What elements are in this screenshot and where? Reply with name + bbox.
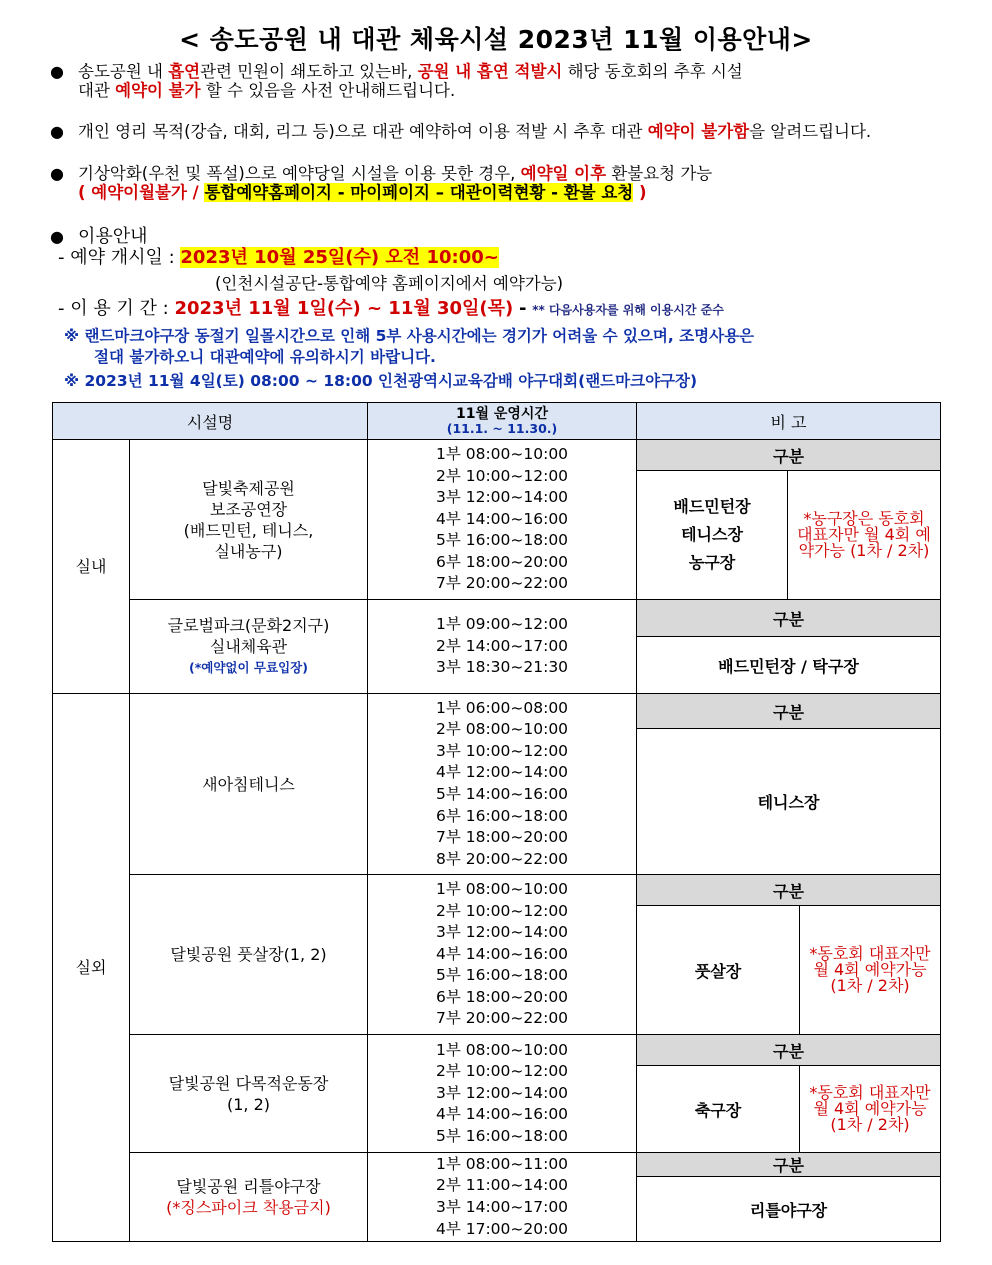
facility-name	[130, 440, 368, 600]
note-cell	[637, 600, 941, 694]
time-slot: 2부 10:00~12:00	[435, 466, 569, 485]
time-slot: 4부 17:00~20:00	[435, 1219, 569, 1238]
gubun-label: 구분	[637, 600, 940, 637]
time-slot: 7부 20:00~22:00	[435, 1009, 569, 1028]
facility-name-line: (배드민턴, 테니스,	[183, 520, 314, 540]
notice-commercial	[50, 122, 950, 141]
period-value: 2023년 11월 1일(수) ~ 11월 30일(목)	[174, 298, 514, 319]
gubun-label: 구분	[637, 440, 940, 471]
header-hours-text: 11월 운영시간	[456, 405, 548, 422]
warning-baseball	[64, 326, 964, 368]
time-slot: 6부 16:00~18:00	[435, 806, 569, 825]
facility-name-line: 달빛축제공원	[202, 478, 295, 498]
note-main-line: 테니스장	[681, 525, 743, 544]
time-slot: 5부 16:00~18:00	[435, 531, 569, 550]
header-hours-range: (11.1. ~ 11.30.)	[446, 420, 558, 436]
text: 을 알려드립니다.	[749, 122, 872, 141]
schedule-table	[52, 402, 941, 1242]
note-main: 리틀야구장	[749, 1200, 828, 1220]
facility-name: 달빛공원 풋살장(1, 2)	[130, 875, 368, 1035]
note-cell	[637, 440, 941, 600]
text-emphasis: 공원 내 흡연 적발시	[417, 62, 563, 81]
time-slot: 5부 16:00~18:00	[435, 1126, 569, 1145]
table-row	[53, 600, 941, 694]
table-row	[53, 1035, 941, 1153]
header-facility: 시설명	[53, 403, 368, 440]
open-date-label: - 예약 개시일 :	[58, 247, 175, 268]
note-main: 테니스장	[757, 793, 820, 812]
time-slot: 1부 09:00~12:00	[435, 615, 569, 634]
bullet-icon: ●	[50, 62, 64, 81]
facility-name: 새아침테니스	[130, 694, 368, 875]
table-row	[53, 440, 941, 600]
time-slots	[368, 694, 637, 875]
gubun-label: 구분	[637, 875, 940, 906]
time-slot: 3부 12:00~14:00	[435, 488, 569, 507]
text-emphasis: 예약이 불가함	[647, 122, 750, 141]
text: 할 수 있음을 사전 안내해드립니다.	[200, 81, 456, 100]
time-slots	[368, 1035, 637, 1153]
time-slots	[368, 875, 637, 1035]
time-slot: 4부 14:00~16:00	[435, 944, 569, 963]
time-slot: 6부 18:00~20:00	[435, 552, 569, 571]
bullet-icon: ●	[50, 164, 64, 183]
facility-name	[130, 600, 368, 694]
time-slot: 2부 11:00~14:00	[435, 1176, 569, 1195]
table-header	[53, 403, 941, 440]
refund-path-highlight: 통합예약홈페이지 - 마이페이지 – 대관이력현황 - 환불 요청	[204, 183, 634, 202]
bullet-icon: ●	[50, 122, 64, 141]
note-main-line: 농구장	[688, 553, 736, 572]
time-slot: 2부 10:00~12:00	[435, 901, 569, 920]
time-slots	[368, 1153, 637, 1242]
notice-weather	[50, 164, 950, 202]
note-cell	[637, 1035, 941, 1153]
gubun-label: 구분	[637, 694, 940, 729]
time-slot: 2부 08:00~10:00	[435, 720, 569, 739]
time-slot: 1부 06:00~08:00	[435, 698, 569, 717]
time-slot: 2부 10:00~12:00	[435, 1062, 569, 1081]
note-main: 배드민턴장 / 탁구장	[718, 656, 859, 676]
warning-line: 절대 불가하오니 대관예약에 유의하시기 바랍니다.	[94, 348, 436, 366]
facility-name-line: 달빛공원 다목적운동장	[168, 1073, 329, 1093]
warning-tournament	[64, 372, 964, 391]
time-slot: 1부 08:00~11:00	[435, 1154, 569, 1173]
time-slot: 6부 18:00~20:00	[435, 987, 569, 1006]
time-slot: 4부 14:00~16:00	[435, 1105, 569, 1124]
text: 기상악화(우천 및 폭설)으로 예약당일 시설을 이용 못한 경우,	[78, 164, 521, 183]
time-slot: 8부 20:00~22:00	[435, 849, 569, 868]
text: 개인 영리 목적(강습, 대회, 리그 등)으로 대관 예약하여 이용 적발 시 추후 대관	[78, 122, 648, 141]
facility-name-line: 실내체육관	[209, 637, 288, 656]
usage-heading	[50, 226, 950, 248]
note-cell	[637, 875, 941, 1035]
category-outdoor: 실외	[53, 694, 130, 1242]
time-slot: 7부 20:00~22:00	[435, 574, 569, 593]
open-date-row	[58, 247, 958, 269]
text: 관련 민원이 쇄도하고 있는바,	[200, 62, 418, 81]
text: 송도공원 내	[78, 62, 169, 81]
time-slot: 4부 14:00~16:00	[435, 509, 569, 528]
period-dash: -	[519, 298, 527, 319]
period-row	[58, 298, 958, 321]
header-note: 비 고	[637, 403, 941, 440]
notice-smoking	[50, 62, 950, 100]
facility-name-line: 달빛공원 리틀야구장	[176, 1177, 321, 1196]
time-slot: 4부 12:00~14:00	[435, 763, 569, 782]
gubun-label: 구분	[637, 1153, 940, 1177]
period-note: ** 다음사용자를 위해 이용시간 준수	[532, 303, 724, 317]
text-emphasis: ( 예약이월불가 /	[78, 183, 205, 202]
table-row	[53, 1153, 941, 1242]
time-slot: 1부 08:00~10:00	[435, 1040, 569, 1059]
text-emphasis: 예약일 이후	[520, 164, 607, 183]
table-row	[53, 875, 941, 1035]
note-side: *동호회 대표자만 월 4회 예약가능 (1차 / 2차)	[809, 944, 931, 995]
facility-sub-note: (*징스파이크 착용금지)	[166, 1198, 331, 1217]
time-slot: 3부 12:00~14:00	[435, 1083, 569, 1102]
note-main: 풋살장	[637, 906, 800, 1035]
warning-line: ※ 랜드마크야구장 동절기 일몰시간으로 인해 5부 사용시간에는 경기가 어려울 수 있으며, 조명사용은	[64, 327, 755, 345]
table-row	[53, 694, 941, 875]
time-slot: 3부 18:30~21:30	[435, 658, 569, 677]
page-title: < 송도공원 내 대관 체육시설 2023년 11월 이용안내>	[179, 25, 813, 54]
period-label: - 이 용 기 간 :	[58, 298, 169, 319]
facility-name-line: 실내농구)	[214, 541, 283, 561]
time-slot: 1부 08:00~10:00	[435, 444, 569, 463]
time-slot: 3부 10:00~12:00	[435, 741, 569, 760]
note-main	[637, 471, 788, 600]
facility-sub-note: (*예약없이 무료입장)	[189, 660, 308, 675]
text-emphasis: 예약이 불가	[115, 81, 201, 100]
text: 환불요청 가능	[606, 164, 713, 183]
facility-name-line: (1, 2)	[226, 1094, 270, 1114]
note-side: *농구장은 동호회 대표자만 월 4회 예약가능 (1차 / 2차)	[797, 509, 931, 560]
note-cell	[637, 1153, 941, 1242]
facility-name-line: 보조공연장	[209, 499, 288, 519]
facility-name	[130, 1153, 368, 1242]
facility-name-line: 글로벌파크(문화2지구)	[167, 616, 330, 635]
time-slot: 2부 14:00~17:00	[435, 636, 569, 655]
text: 해당 동호회의 추후 시설	[562, 62, 743, 81]
text-emphasis: 흡연	[168, 62, 201, 81]
time-slot: 1부 08:00~10:00	[435, 879, 569, 898]
time-slot: 3부 14:00~17:00	[435, 1198, 569, 1216]
time-slots	[368, 600, 637, 694]
open-date-value: 2023년 10월 25일(수) 오전 10:00~	[180, 247, 499, 268]
gubun-label: 구분	[637, 1035, 940, 1066]
note-cell	[637, 694, 941, 875]
header-hours	[368, 403, 637, 440]
open-date-note: (인천시설공단-통합예약 홈페이지에서 예약가능)	[215, 274, 564, 293]
time-slot: 5부 16:00~18:00	[435, 966, 569, 985]
facility-name	[130, 1035, 368, 1153]
bullet-icon: ●	[50, 227, 64, 246]
note-main-line: 배드민턴장	[673, 497, 751, 516]
time-slots	[368, 440, 637, 600]
text-emphasis: )	[633, 183, 647, 202]
category-indoor: 실내	[53, 440, 130, 694]
note-side: *동호회 대표자만 월 4회 예약가능 (1차 / 2차)	[809, 1083, 931, 1134]
warning-line: ※ 2023년 11월 4일(토) 08:00 ~ 18:00 인천광역시교육감배 야구대회(랜드마크야구장)	[64, 372, 698, 390]
note-main: 축구장	[637, 1066, 800, 1153]
time-slot: 5부 14:00~16:00	[435, 785, 569, 803]
text: 대관	[78, 81, 116, 100]
usage-heading-text: 이용안내	[78, 226, 148, 247]
time-slot: 7부 18:00~20:00	[435, 828, 569, 847]
time-slot: 3부 12:00~14:00	[435, 923, 569, 942]
